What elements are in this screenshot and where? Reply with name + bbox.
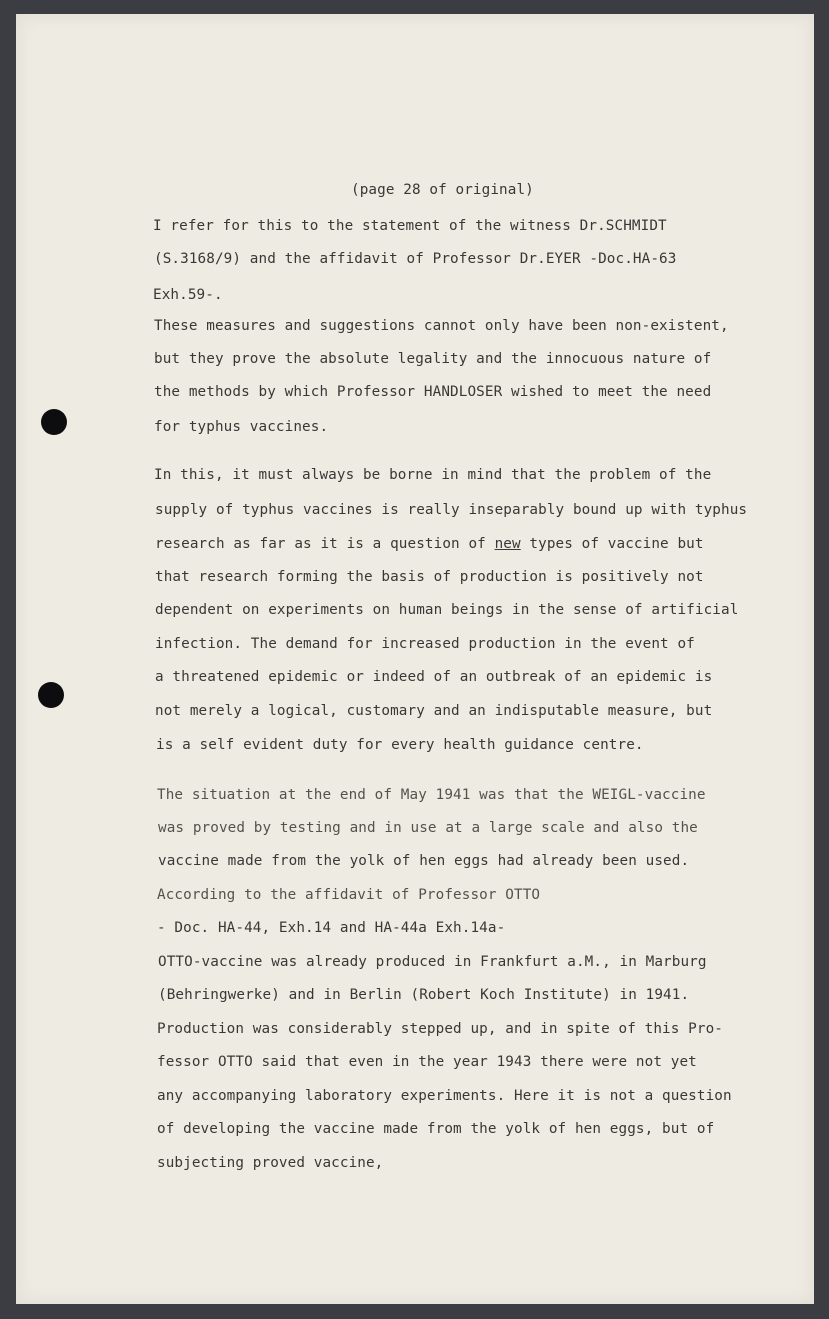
document-page (16, 14, 814, 1304)
text-line: (Behringwerke) and in Berlin (Robert Koch Institute) in 1941. (158, 987, 690, 1003)
text-line: not merely a logical, customary and an indisputable measure, but (155, 703, 713, 719)
text-line: fessor OTTO said that even in the year 1943 there were not yet (157, 1054, 697, 1070)
text-line: Production was considerably stepped up, and in spite of this Pro- (157, 1021, 723, 1037)
text-line: for typhus vaccines. (154, 419, 329, 435)
text-line: vaccine made from the yolk of hen eggs had already been used. (158, 853, 690, 869)
text-line: infection. The demand for increased production in the event of (155, 636, 695, 652)
text-line: but they prove the absolute legality and the innocuous nature of (154, 351, 712, 367)
text-line: of developing the vaccine made from the yolk of hen eggs, but of (157, 1121, 715, 1137)
text-line: These measures and suggestions cannot only have been non-existent, (154, 318, 729, 334)
text-line: According to the affidavit of Professor OTTO (157, 887, 541, 903)
text-line (155, 534, 704, 554)
punch-hole-lower (38, 682, 64, 708)
text-line: I refer for this to the statement of the witness Dr.SCHMIDT (153, 218, 667, 234)
page-marker: (page 28 of original) (351, 182, 534, 198)
text-line: - Doc. HA-44, Exh.14 and HA-44a Exh.14a- (157, 920, 506, 936)
text-line: is a self evident duty for every health guidance centre. (156, 737, 644, 753)
text-line: was proved by testing and in use at a large scale and also the (158, 820, 698, 836)
text-line: any accompanying laboratory experiments. Here it is not a question (157, 1088, 732, 1104)
text-line: the methods by which Professor HANDLOSER wished to meet the need (154, 384, 712, 400)
underlined-word: new (494, 536, 521, 552)
punch-hole-upper (41, 409, 67, 435)
text-line: Exh.59-. (153, 287, 223, 303)
text-line: OTTO-vaccine was already produced in Frankfurt a.M., in Marburg (158, 954, 707, 970)
text-line: dependent on experiments on human beings in the sense of artificial (155, 602, 739, 618)
text-line: supply of typhus vaccines is really inseparably bound up with typhus (155, 502, 748, 518)
text-line: a threatened epidemic or indeed of an outbreak of an epidemic is (155, 669, 713, 685)
text-line: that research forming the basis of production is positively not (155, 569, 704, 585)
text-segment: types of vaccine but (520, 536, 704, 552)
text-line: (S.3168/9) and the affidavit of Professor Dr.EYER -Doc.HA-63 (154, 251, 677, 267)
text-segment: research as far as it is a question of (155, 536, 495, 552)
text-line: subjecting proved vaccine, (157, 1155, 384, 1171)
text-line: The situation at the end of May 1941 was that the WEIGL-vaccine (157, 787, 706, 803)
text-line: In this, it must always be borne in mind that the problem of the (154, 467, 712, 483)
